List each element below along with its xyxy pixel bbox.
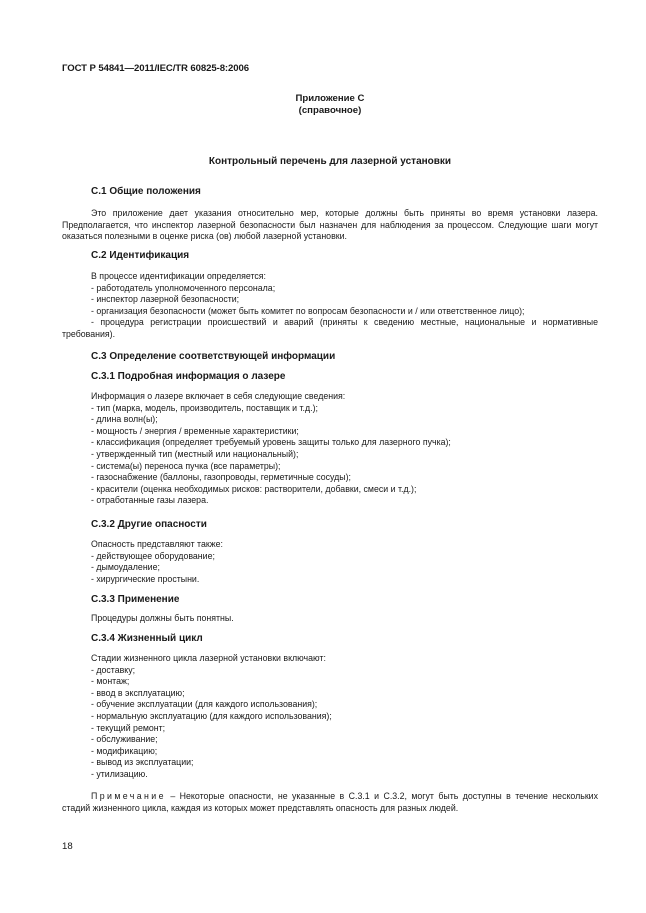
section-c1-text: Это приложение дает указания относительно мер, которые должны быть приняты во время установки лазера. Предполагается, что инспектор лазерной безопасности был назначен для наблюдения за процессом. Следующие шаги могут оказаться полезными в оценке риска (ов) любой лазерной установки.	[62, 208, 598, 242]
list-item: - красители (оценка необходимых рисков: растворители, добавки, смеси и т.д.);	[91, 483, 417, 494]
list-item: - классификация (определяет требуемый уровень защиты только для лазерного пучка);	[91, 437, 451, 448]
section-c32-body	[62, 539, 598, 585]
list-item: - ввод в эксплуатацию;	[91, 687, 185, 698]
list-item: - обслуживание;	[91, 734, 158, 745]
list-item: - работодатель уполномоченного персонала;	[91, 282, 276, 293]
section-c2-body	[62, 271, 598, 341]
list-item: - хирургические простыни.	[91, 573, 200, 584]
section-c33-body	[62, 613, 598, 625]
list-item: - текущий ремонт;	[91, 722, 166, 733]
list-item: - организация безопасности (может быть комитет по вопросам безопасности и / или ответственное лицо);	[91, 305, 525, 316]
section-c34-body	[62, 653, 598, 781]
list-item: - тип (марка, модель, производитель, поставщик и т.д.);	[91, 402, 318, 413]
list-item: - действующее оборудование;	[91, 550, 215, 561]
section-c31-intro: Информация о лазере включает в себя следующие сведения:	[91, 391, 346, 401]
list-item: - обучение эксплуатации (для каждого использования);	[91, 699, 318, 710]
list-item: - газоснабжение (баллоны, газопроводы, герметичные сосуды);	[91, 472, 351, 483]
section-c32-list	[62, 551, 598, 586]
section-c2-heading: С.2 Идентификация	[91, 250, 190, 261]
list-item: - отработанные газы лазера.	[91, 495, 209, 506]
section-c1-body	[62, 208, 598, 243]
section-c33-text: Процедуры должны быть понятны.	[91, 613, 234, 623]
note-paragraph	[62, 791, 598, 814]
section-c33-heading: С.3.3 Применение	[91, 594, 180, 605]
list-item: - дымоудаление;	[91, 562, 160, 573]
list-item: - утвержденный тип (местный или национальный);	[91, 448, 299, 459]
section-c31-body	[62, 391, 598, 507]
list-item: - вывод из эксплуатации;	[91, 757, 194, 768]
section-c31-list	[62, 403, 598, 507]
document-title: Контрольный перечень для лазерной установки	[208, 156, 452, 167]
annex-title: Приложение С	[295, 93, 365, 104]
section-c31-heading: С.3.1 Подробная информация о лазере	[91, 371, 286, 382]
list-item: - модификацию;	[91, 745, 158, 756]
list-item: - система(ы) переноса пучка (все параметры);	[91, 460, 281, 471]
section-c2-list	[62, 283, 598, 341]
note-label: Примечание	[91, 791, 166, 801]
section-c32-heading: С.3.2 Другие опасности	[91, 519, 207, 530]
list-item: - процедура регистрации происшествий и аварий (приняты к сведению местные, национальные и нормативные требования).	[62, 317, 598, 339]
list-item: - доставку;	[91, 664, 136, 675]
list-item: - нормальную эксплуатацию (для каждого использования);	[91, 710, 332, 721]
list-item: - монтаж;	[91, 676, 130, 687]
section-c34-list	[62, 665, 598, 781]
page-number: 18	[62, 841, 73, 852]
note-text: – Некоторые опасности, не указанные в С.3.1 и С.3.2, могут быть доступны в течение нескольких стадий жизненного цикла, каждая из которых может представлять опасность для разных людей.	[62, 791, 598, 813]
section-c2-intro: В процессе идентификации определяется:	[91, 271, 266, 281]
list-item: - утилизацию.	[91, 768, 148, 779]
note	[62, 791, 598, 814]
list-item: - мощность / энергия / временные характеристики;	[91, 425, 299, 436]
section-c34-intro: Стадии жизненного цикла лазерной установки включают:	[91, 653, 326, 663]
section-c32-intro: Опасность представляют также:	[91, 539, 223, 549]
section-c3-heading: С.3 Определение соответствующей информации	[91, 351, 336, 362]
list-item: - длина волн(ы);	[91, 414, 158, 425]
standard-designation: ГОСТ Р 54841—2011/IEC/TR 60825-8:2006	[62, 63, 249, 74]
section-c1-heading: С.1 Общие положения	[91, 186, 201, 197]
section-c34-heading: С.3.4 Жизненный цикл	[91, 633, 203, 644]
annex-type: (справочное)	[298, 105, 362, 116]
list-item: - инспектор лазерной безопасности;	[91, 294, 240, 305]
